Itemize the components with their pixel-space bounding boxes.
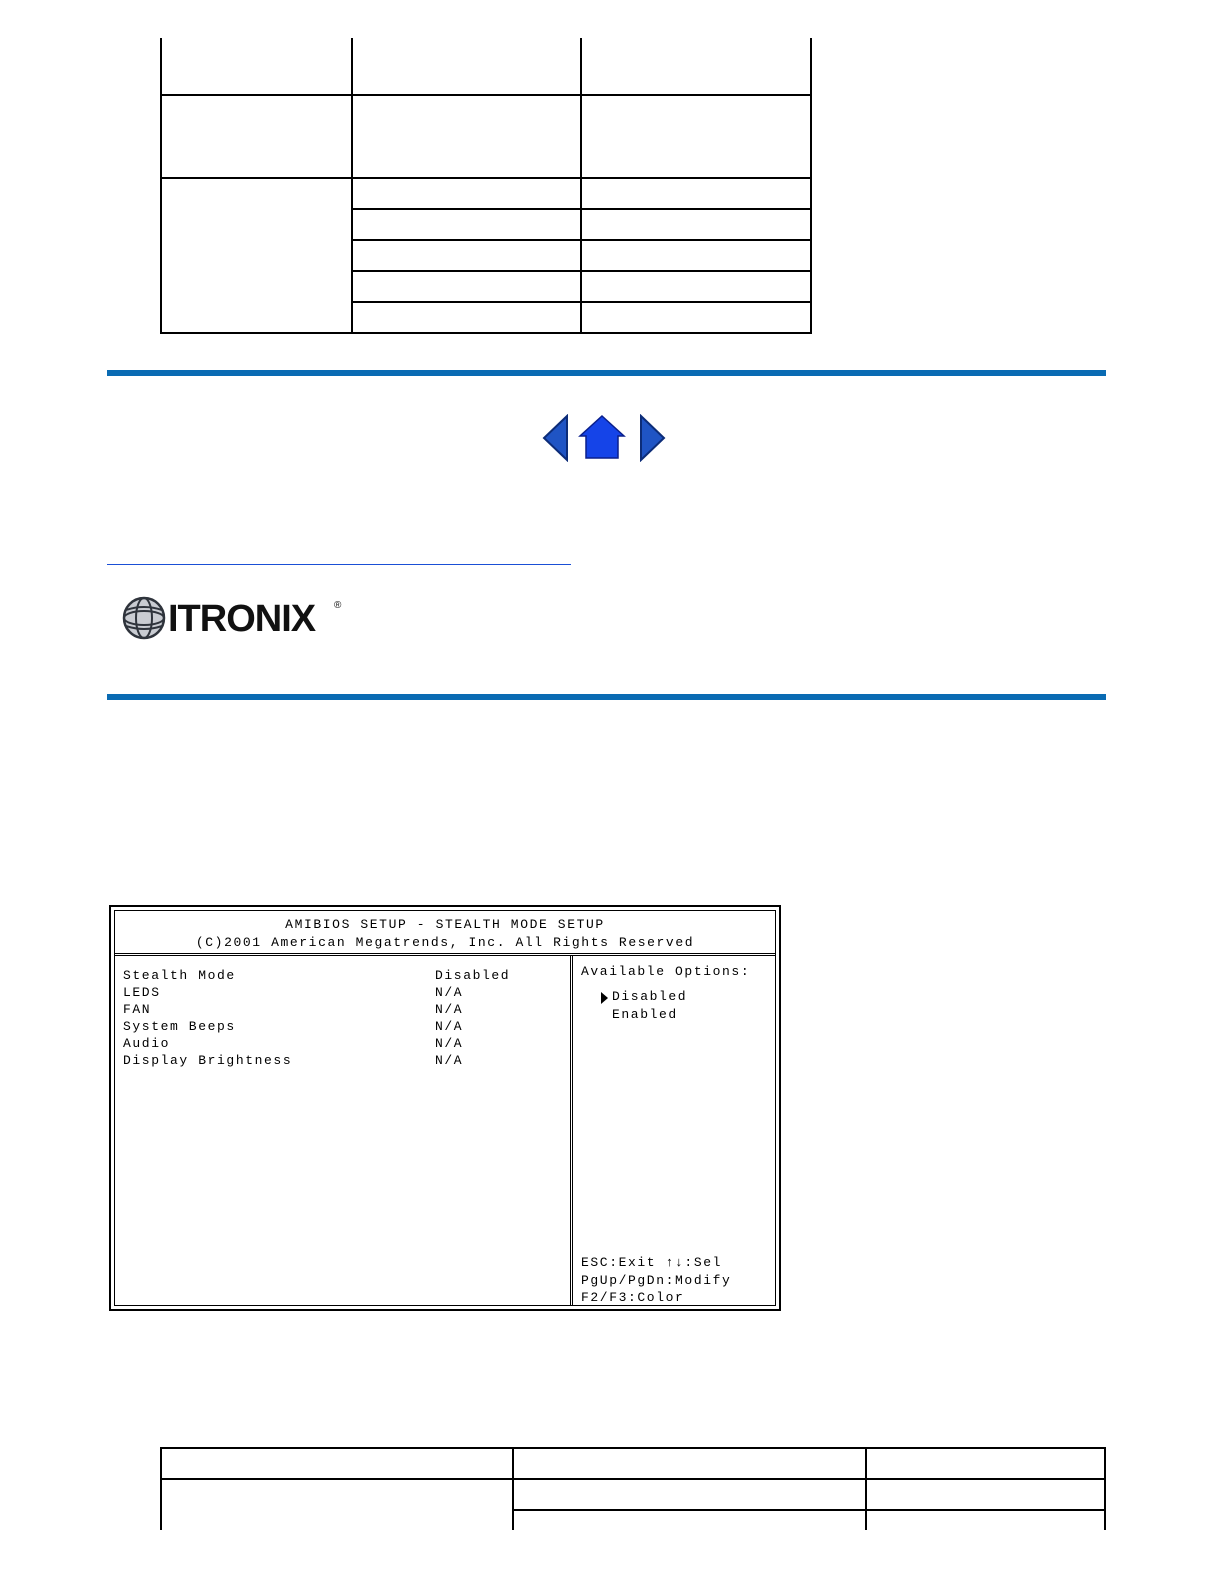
selection-arrow-icon <box>601 992 608 1004</box>
setting-audio[interactable] <box>123 1036 563 1053</box>
section-divider <box>107 370 1106 376</box>
key-hint-modify: PgUp/PgDn:Modify <box>581 1273 732 1288</box>
setting-label: Stealth Mode <box>123 968 236 983</box>
key-hint-exit: ESC:Exit ↑↓:Sel <box>581 1255 723 1270</box>
bottom-table <box>160 1447 1106 1530</box>
right-arrow-icon <box>641 416 664 460</box>
setting-label: System Beeps <box>123 1019 236 1034</box>
home-button[interactable] <box>577 414 627 462</box>
bios-panel-divider <box>570 956 573 1305</box>
setting-leds[interactable] <box>123 985 563 1002</box>
option-enabled[interactable]: Enabled <box>612 1007 678 1022</box>
top-table <box>160 38 812 334</box>
setting-value: N/A <box>435 1036 464 1051</box>
options-heading: Available Options: <box>581 964 751 979</box>
key-hint-color: F2/F3:Color <box>581 1290 685 1305</box>
logo-wordmark: ITRONIX <box>168 598 316 640</box>
setting-label: Audio <box>123 1036 171 1051</box>
bios-title: AMIBIOS SETUP - STEALTH MODE SETUP <box>285 917 605 932</box>
option-disabled[interactable]: Disabled <box>612 989 688 1004</box>
link-underline[interactable] <box>107 564 571 565</box>
bios-screen <box>109 905 781 1311</box>
itronix-logo <box>122 594 348 642</box>
setting-display-brightness[interactable] <box>123 1053 563 1070</box>
page-navigation <box>542 414 668 462</box>
setting-value: N/A <box>435 1019 464 1034</box>
setting-stealth-mode[interactable] <box>123 968 563 985</box>
table-row <box>161 1448 1105 1479</box>
setting-label: LEDS <box>123 985 161 1000</box>
left-arrow-icon <box>544 416 567 460</box>
registered-mark: ® <box>334 600 342 611</box>
prev-button[interactable] <box>542 414 570 462</box>
setting-system-beeps[interactable] <box>123 1019 563 1036</box>
setting-value: Disabled <box>435 968 511 983</box>
setting-label: FAN <box>123 1002 152 1017</box>
bios-header <box>115 911 775 956</box>
table-row <box>161 1479 1105 1510</box>
bios-frame <box>114 910 776 1306</box>
bios-copyright: (C)2001 American Megatrends, Inc. All Rights Reserved <box>195 935 695 950</box>
section-divider <box>107 694 1106 700</box>
table-row <box>161 95 811 178</box>
next-button[interactable] <box>638 414 666 462</box>
setting-value: N/A <box>435 985 464 1000</box>
setting-fan[interactable] <box>123 1002 563 1019</box>
setting-value: N/A <box>435 1053 464 1068</box>
setting-label: Display Brightness <box>123 1053 293 1068</box>
setting-value: N/A <box>435 1002 464 1017</box>
table-row <box>161 178 811 209</box>
table-row <box>161 38 811 95</box>
home-icon <box>580 416 624 458</box>
globe-icon <box>124 598 164 638</box>
